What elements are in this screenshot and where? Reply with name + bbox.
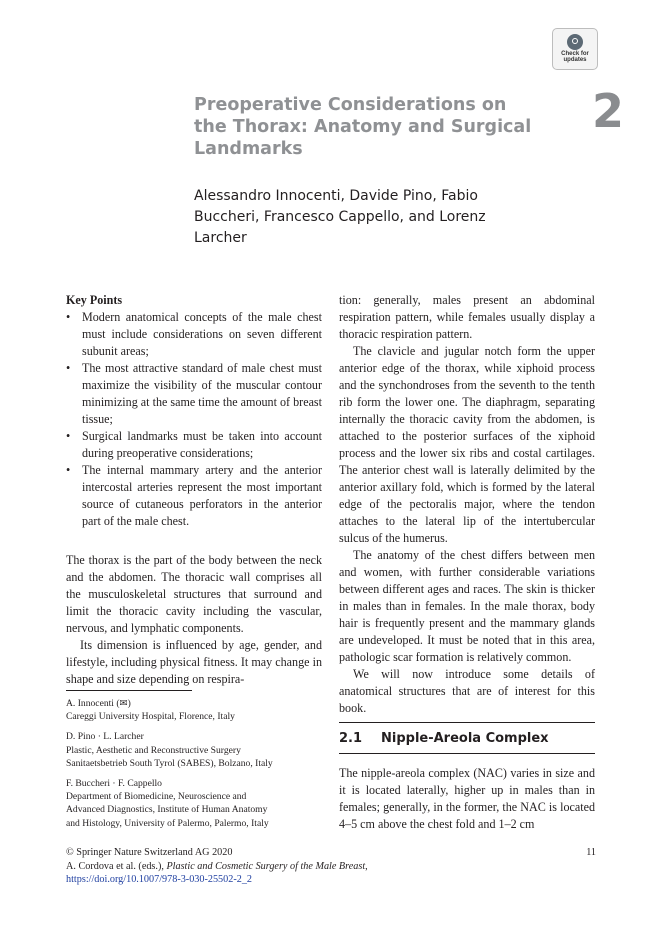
key-points-title: Key Points <box>66 293 123 307</box>
affiliation-line: Careggi University Hospital, Florence, Italy <box>66 711 235 723</box>
affiliations <box>66 697 322 837</box>
update-icon <box>567 34 583 50</box>
affiliation-line: Advanced Diagnostics, Institute of Human Anatomy <box>66 804 268 816</box>
affiliation-divider <box>66 690 192 691</box>
section-heading <box>339 730 595 748</box>
body-paragraph: The clavicle and jugular notch form the upper anterior edge of the thorax, while xiphoid process and the synchondroses from the seventh to the tenth rib form the lower one. The diaphragm, separating internally the thoracic cavity from the abdomen, is attached to the posterior surfaces of the xiphoid process and the lower six ribs and costal cartilages. The anterior chest wall is laterally delimited by the anterior axillary fold, which is formed by the lateral edge of the pectoralis major, where the tendon attaches to the lateral lip of the intertubercular sulcus of the humerus. <box>339 344 595 545</box>
check-for-updates-badge[interactable] <box>552 28 598 70</box>
affiliation-line: Department of Biomedicine, Neuroscience and <box>66 791 247 803</box>
body-paragraph: The thorax is the part of the body between the neck and the abdomen. The thoracic wall comprises all the musculoskeletal structures that surround and limit the thoracic cavity including the vascular, nervous, and lymphatic components. <box>66 553 322 635</box>
authors: Alessandro Innocenti, Davide Pino, Fabio Buccheri, Francesco Cappello, and Lorenz Larcher <box>194 188 486 246</box>
body-paragraph: Its dimension is influenced by age, gender, and lifestyle, including physical fitness. It may change in shape and size depending on respira- <box>66 638 322 686</box>
chapter-title: Preoperative Considerations on the Thorax: Anatomy and Surgical Landmarks <box>194 95 532 159</box>
affiliation-line: Sanitaetsbetrieb South Tyrol (SABES), Bolzano, Italy <box>66 757 273 769</box>
body-paragraph: tion: generally, males present an abdominal respiration pattern, while females usually display a thoracic respiration pattern. <box>339 293 595 341</box>
section-title: Nipple-Areola Complex <box>381 731 549 746</box>
chapter-number: 2 <box>592 84 625 138</box>
key-point-item: • Surgical landmarks must be taken into account during preoperative considerations; <box>66 428 322 462</box>
body-paragraph: The anatomy of the chest differs between men and women, with further considerable variations between different ages and races. The skin is thicker in males than in females. In the male thorax, body hair is frequently present and the mammary glands are undeveloped. It must be noted that in this area, pathologic scar formation is relatively common. <box>339 548 595 664</box>
section-rule-bottom <box>339 753 595 754</box>
doi-link[interactable]: https://doi.org/10.1007/978-3-030-25502-2_2 <box>66 874 253 885</box>
affiliation-names: F. Buccheri · F. Cappello <box>66 778 162 790</box>
left-column <box>66 292 322 688</box>
section-number: 2.1 <box>339 731 363 746</box>
key-point-item: • The internal mammary artery and the anterior intercostal arteries represent the most important source of cutaneous perforators in the anterior part of the male chest. <box>66 462 322 530</box>
citation-prefix: A. Cordova et al. (eds.), <box>66 860 167 872</box>
citation-suffix: , <box>365 860 368 872</box>
key-points-list <box>66 309 322 530</box>
body-paragraph: We will now introduce some details of anatomical structures that are of interest for this book. <box>339 667 595 715</box>
affiliation-names[interactable]: A. Innocenti (✉) <box>66 698 131 709</box>
affiliation-group <box>66 697 322 723</box>
badge-line-2: updates <box>563 57 587 63</box>
citation <box>66 860 596 874</box>
section-rule-top <box>339 722 595 723</box>
badge-line-1: Check for <box>561 51 589 57</box>
page-number: 11 <box>586 847 596 858</box>
key-point-item: • The most attractive standard of male chest must maximize the visibility of the muscular contour minimizing at the same time the amount of breast tissue; <box>66 360 322 428</box>
affiliation-line: Plastic, Aesthetic and Reconstructive Surgery <box>66 744 241 756</box>
affiliation-line: and Histology, University of Palermo, Palermo, Italy <box>66 817 269 829</box>
page-footer <box>66 846 596 887</box>
right-column <box>339 292 595 717</box>
key-point-item: • Modern anatomical concepts of the male chest must include considerations on seven different subunit areas; <box>66 309 322 360</box>
citation-book: Plastic and Cosmetic Surgery of the Male Breast <box>166 860 366 872</box>
section-body: The nipple-areola complex (NAC) varies in size and it is located laterally, higher up in males than in females; generally, in the former, the NAC is located 4–5 cm above the chest fold and 1–2 cm <box>339 766 595 831</box>
copyright: © Springer Nature Switzerland AG 2020 <box>66 847 233 858</box>
affiliation-group <box>66 730 322 770</box>
affiliation-group <box>66 777 322 830</box>
affiliation-names: D. Pino · L. Larcher <box>66 731 144 743</box>
